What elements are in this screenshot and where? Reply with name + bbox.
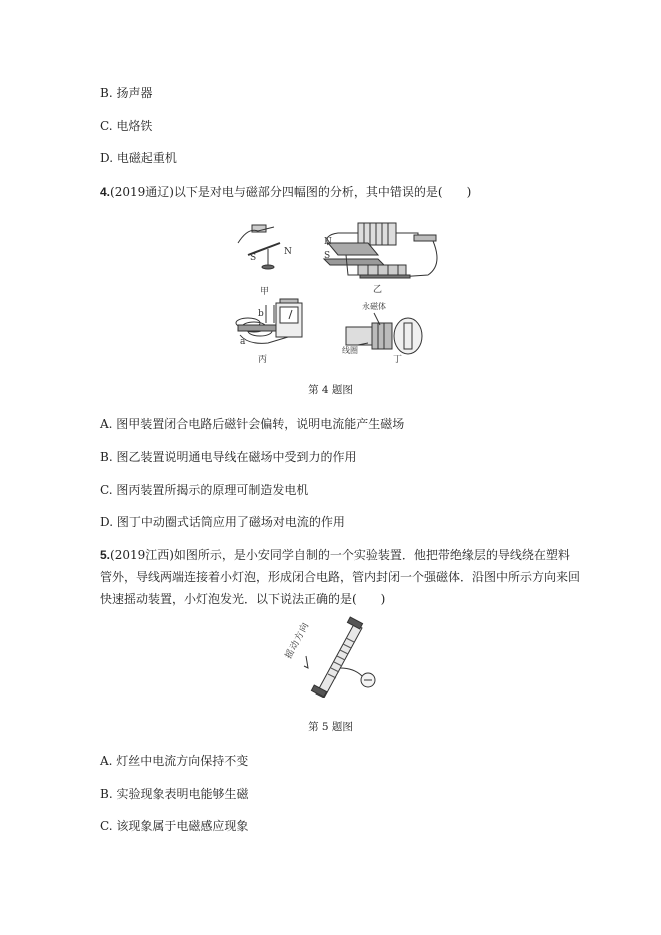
label-b: b — [258, 309, 264, 319]
option-b-prev: B. 扬声器 — [100, 86, 153, 100]
question-5-stem-line-1 — [100, 547, 570, 563]
question-5-stem-line-3: 快速摇动装置，小灯泡发光．以下说法正确的是( ) — [100, 592, 386, 606]
option-d-prev: D. 电磁起重机 — [100, 151, 177, 165]
label-coil: 线圈 — [342, 346, 358, 355]
question-5-option-b: B. 实验现象表明电能够生磁 — [100, 787, 249, 801]
question-4-option-d: D. 图丁中动圈式话筒应用了磁场对电流的作用 — [100, 515, 345, 529]
question-4-option-b: B. 图乙装置说明通电导线在磁场中受到力的作用 — [100, 450, 357, 464]
label-s-yi: S — [324, 251, 331, 261]
label-n-yi: N — [324, 237, 332, 247]
question-4-stem — [100, 184, 471, 200]
label-s: S — [250, 253, 257, 263]
label-bing: 丙 — [258, 355, 268, 365]
figure-5 — [278, 616, 388, 698]
question-5-option-a: A. 灯丝中电流方向保持不变 — [100, 754, 249, 768]
label-ding: 丁 — [393, 355, 403, 365]
figure-4 — [228, 215, 448, 370]
label-magnet: 永磁体 — [362, 302, 386, 311]
figure-5-caption: 第 5 题图 — [308, 721, 353, 733]
question-5-stem-line-2: 管外，导线两端连接着小灯泡，形成闭合电路，管内封闭一个强磁体．沿图中所示方向来回 — [100, 570, 581, 584]
question-5-text-1: (2019江西)如图所示，是小安同学自制的一个实验装置．他把带绝缘层的导线绕在塑料 — [110, 548, 570, 562]
label-jia: 甲 — [260, 287, 270, 297]
label-a: a — [240, 337, 246, 347]
question-5-number: 5. — [100, 548, 111, 562]
figure-4-caption: 第 4 题图 — [308, 384, 353, 396]
question-4-number: 4. — [100, 185, 111, 199]
question-5-option-c: C. 该现象属于电磁感应现象 — [100, 819, 249, 833]
label-n: N — [284, 247, 292, 257]
question-4-text: (2019通辽)以下是对电与磁部分四幅图的分析，其中错误的是( ) — [110, 185, 472, 199]
option-c-prev: C. 电烙铁 — [100, 119, 153, 133]
label-shake-direction: 摇动方向 — [284, 620, 312, 661]
label-yi: 乙 — [373, 285, 383, 295]
question-4-option-a: A. 图甲装置闭合电路后磁针会偏转，说明电流能产生磁场 — [100, 417, 405, 431]
question-4-option-c: C. 图丙装置所揭示的原理可制造发电机 — [100, 483, 309, 497]
